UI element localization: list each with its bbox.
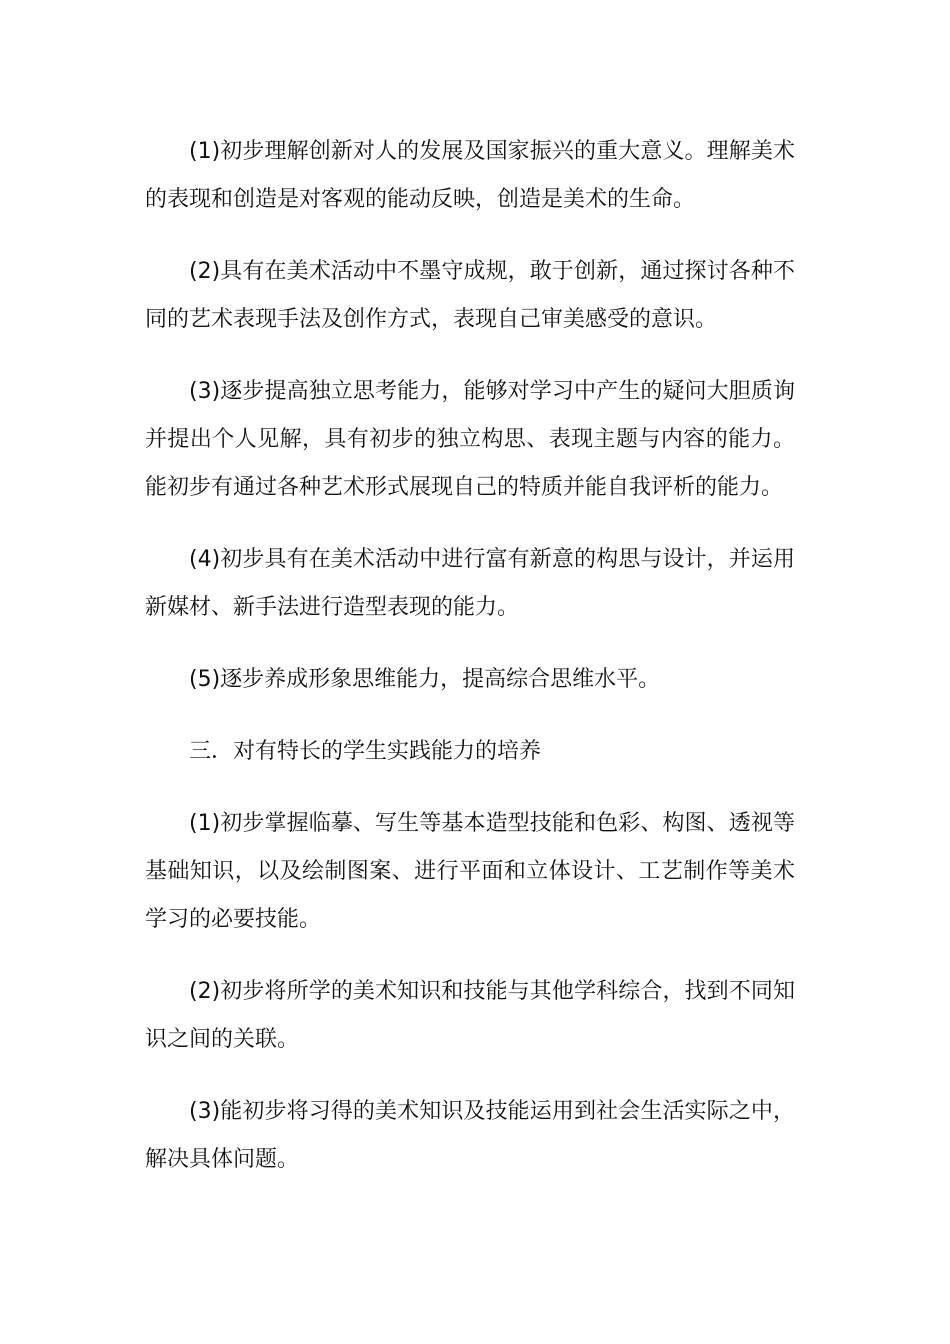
paragraph-7: (2)初步将所学的美术知识和技能与其他学科综合，找到不同知识之间的关联。 xyxy=(145,979,795,1052)
section-heading: 三．对有特长的学生实践能力的培养 xyxy=(189,739,542,764)
paragraph-4: (4)初步具有在美术活动中进行富有新意的构思与设计，并运用新媒材、新手法进行造型表现的能力。 xyxy=(145,547,795,620)
document-body xyxy=(145,128,795,1208)
paragraph-3: (3)逐步提高独立思考能力，能够对学习中产生的疑问大胆质询并提出个人见解，具有初步的独立构思、表现主题与内容的能力。能初步有通过各种艺术形式展现自己的特质并能自我评析的能力。 xyxy=(145,379,795,500)
paragraph-2: (2)具有在美术活动中不墨守成规，敢于创新，通过探讨各种不同的艺术表现手法及创作方式，表现自己审美感受的意识。 xyxy=(145,259,795,332)
paragraph-6: (1)初步掌握临摹、写生等基本造型技能和色彩、构图、透视等基础知识，以及绘制图案、进行平面和立体设计、工艺制作等美术学习的必要技能。 xyxy=(145,811,795,932)
paragraph-5: (5)逐步养成形象思维能力，提高综合思维水平。 xyxy=(189,667,661,692)
paragraph-8: (3)能初步将习得的美术知识及技能运用到社会生活实际之中，解决具体问题。 xyxy=(145,1099,795,1172)
paragraph-1: (1)初步理解创新对人的发展及国家振兴的重大意义。理解美术的表现和创造是对客观的能动反映，创造是美术的生命。 xyxy=(145,139,795,212)
